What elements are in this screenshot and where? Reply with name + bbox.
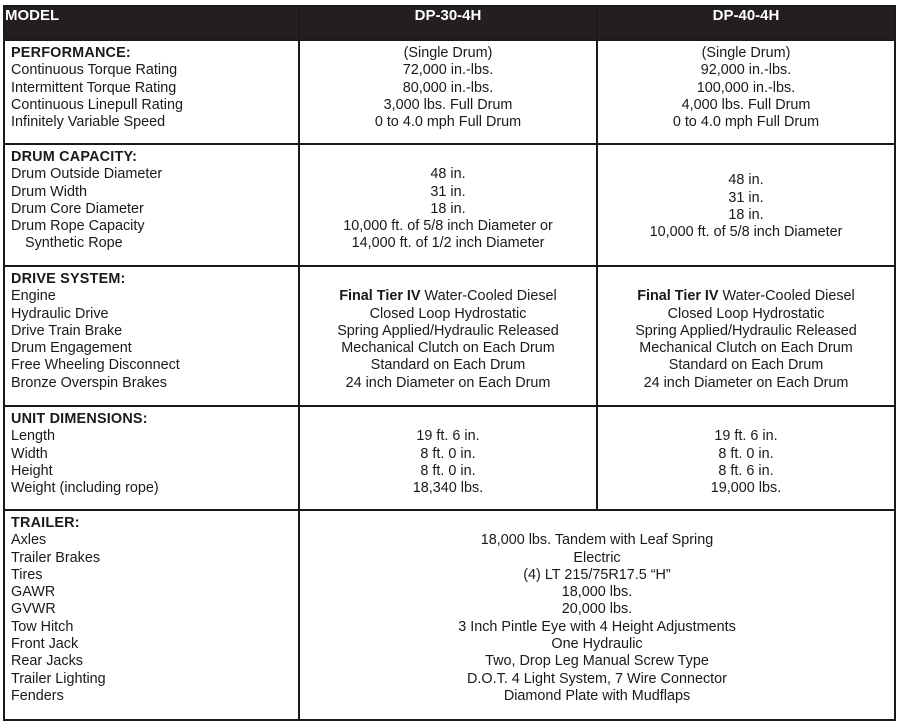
label: Drum Engagement <box>11 340 132 357</box>
value: 100,000 in.-lbs. <box>696 79 796 96</box>
value: 24 inch Diameter on Each Drum <box>643 374 849 391</box>
label: Rear Jacks <box>11 653 83 670</box>
value: 18,000 lbs. Tandem with Leaf Spring <box>480 532 714 549</box>
value: One Hydraulic <box>551 636 643 653</box>
value: 18,000 lbs. <box>561 584 633 601</box>
label: Drum Outside Diameter <box>11 166 163 183</box>
value: 80,000 in.-lbs. <box>402 79 494 96</box>
value: (Single Drum) <box>701 45 791 61</box>
value: Mechanical Clutch on Each Drum <box>639 340 853 357</box>
header-row <box>4 6 895 40</box>
performance-unit2-values <box>597 40 895 144</box>
label: Trailer Lighting <box>11 670 106 687</box>
label: Weight (including rope) <box>11 480 159 497</box>
dimensions-labels <box>4 406 299 510</box>
label: Height <box>11 462 53 479</box>
value: Closed Loop Hydrostatic <box>369 305 527 322</box>
drive-unit2-values <box>597 266 895 406</box>
value: 31 in. <box>430 183 466 200</box>
label: Drum Width <box>11 183 87 200</box>
value: 31 in. <box>728 189 764 206</box>
value: 0 to 4.0 mph Full Drum <box>672 114 820 131</box>
value: 8 ft. 6 in. <box>718 462 774 479</box>
value: D.O.T. 4 Light System, 7 Wire Connector <box>467 670 727 687</box>
engine-tier: Final Tier IV <box>339 288 421 305</box>
label: Drum Core Diameter <box>11 200 144 217</box>
drum-capacity-section <box>4 144 895 266</box>
engine-type: Water-Cooled Diesel <box>718 288 855 305</box>
value: 24 inch Diameter on Each Drum <box>345 374 551 391</box>
engine-type: Water-Cooled Diesel <box>420 288 557 305</box>
label: Tow Hitch <box>11 618 74 635</box>
label: Continuous Linepull Rating <box>11 96 184 113</box>
value: Mechanical Clutch on Each Drum <box>341 340 555 357</box>
value: 20,000 lbs. <box>561 601 633 618</box>
value: 8 ft. 0 in. <box>718 445 774 462</box>
label: Front Jack <box>11 636 79 653</box>
value: 19 ft. 6 in. <box>416 428 480 445</box>
engine-value <box>598 288 894 305</box>
value: (4) LT 215/75R17.5 “H” <box>523 566 671 583</box>
value: 72,000 in.-lbs. <box>402 62 494 79</box>
spec-table <box>3 5 896 721</box>
trailer-section <box>4 510 895 720</box>
label: Tires <box>11 566 43 583</box>
label: Drive Train Brake <box>11 322 123 339</box>
label: Synthetic Rope <box>25 235 123 252</box>
value: 92,000 in.-lbs. <box>700 62 792 79</box>
value: Standard on Each Drum <box>668 357 824 374</box>
performance-heading: PERFORMANCE: <box>11 45 131 61</box>
value: 8 ft. 0 in. <box>420 462 476 479</box>
dimensions-heading: UNIT DIMENSIONS: <box>11 411 148 427</box>
label: Continuous Torque Rating <box>11 62 178 79</box>
value: 3 Inch Pintle Eye with 4 Height Adjustments <box>458 618 736 635</box>
label: Infinitely Variable Speed <box>11 114 166 131</box>
value: 3,000 lbs. Full Drum <box>383 96 513 113</box>
drum-unit1-values <box>299 144 597 266</box>
trailer-labels <box>4 510 299 720</box>
drum-unit2-values <box>597 144 895 266</box>
label: Fenders <box>11 687 64 704</box>
dimensions-unit2-values <box>597 406 895 510</box>
engine-tier: Final Tier IV <box>637 288 719 305</box>
value: 8 ft. 0 in. <box>420 445 476 462</box>
unit-dimensions-section <box>4 406 895 510</box>
label: GAWR <box>11 584 56 601</box>
label: Intermittent Torque Rating <box>11 79 177 96</box>
value: Spring Applied/Hydraulic Released <box>337 322 559 339</box>
label: Engine <box>11 288 56 305</box>
value: 10,000 ft. of 5/8 inch Diameter <box>649 224 843 241</box>
label: GVWR <box>11 601 56 618</box>
value: 19,000 lbs. <box>710 480 782 497</box>
label: Width <box>11 445 48 462</box>
label: Drum Rope Capacity <box>11 218 145 235</box>
model-header: MODEL <box>4 6 299 40</box>
unit1-header: DP-30-4H <box>299 6 597 40</box>
value: Closed Loop Hydrostatic <box>667 305 825 322</box>
value: 18 in. <box>430 200 466 217</box>
label: Hydraulic Drive <box>11 305 109 322</box>
drive-heading: DRIVE SYSTEM: <box>11 271 126 287</box>
performance-unit1-values <box>299 40 597 144</box>
drive-labels <box>4 266 299 406</box>
label: Length <box>11 428 56 445</box>
unit2-header: DP-40-4H <box>597 6 895 40</box>
performance-section <box>4 40 895 144</box>
label: Bronze Overspin Brakes <box>11 374 167 391</box>
value: 48 in. <box>430 166 466 183</box>
value: (Single Drum) <box>403 45 493 61</box>
drum-heading: DRUM CAPACITY: <box>11 149 138 165</box>
label: Axles <box>11 532 47 549</box>
value: 10,000 ft. of 5/8 inch Diameter or <box>343 218 553 235</box>
drum-labels <box>4 144 299 266</box>
trailer-heading: TRAILER: <box>11 515 80 531</box>
drive-unit1-values <box>299 266 597 406</box>
value: 18,340 lbs. <box>412 480 484 497</box>
label: Free Wheeling Disconnect <box>11 357 180 374</box>
value: Spring Applied/Hydraulic Released <box>635 322 857 339</box>
value: Two, Drop Leg Manual Screw Type <box>485 653 709 670</box>
value: Diamond Plate with Mudflaps <box>503 687 691 704</box>
value: Standard on Each Drum <box>370 357 526 374</box>
value: 18 in. <box>728 207 764 223</box>
drive-system-section <box>4 266 895 406</box>
trailer-values <box>299 510 895 720</box>
value: 4,000 lbs. Full Drum <box>681 96 811 113</box>
value: 48 in. <box>728 172 764 189</box>
value: 19 ft. 6 in. <box>714 428 778 445</box>
value: Electric <box>573 549 621 566</box>
value: 14,000 ft. of 1/2 inch Diameter <box>351 235 545 252</box>
performance-labels <box>4 40 299 144</box>
engine-value <box>300 288 596 305</box>
label: Trailer Brakes <box>11 549 101 566</box>
dimensions-unit1-values <box>299 406 597 510</box>
value: 0 to 4.0 mph Full Drum <box>374 114 522 131</box>
